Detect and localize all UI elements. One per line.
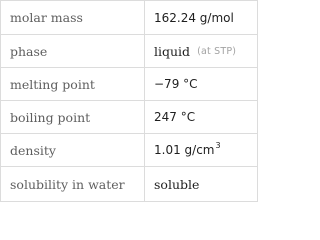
table-row: [1, 1, 257, 34]
property-value: [144, 35, 257, 67]
value-text: soluble: [154, 176, 200, 192]
value-text: liquid: [154, 43, 191, 59]
property-value: [144, 1, 257, 34]
table-row: [1, 34, 257, 67]
table-row: [1, 133, 257, 166]
property-value: [144, 101, 257, 133]
property-label: density: [10, 142, 56, 158]
value-text: 1.01 g/cm: [154, 143, 215, 157]
property-value: [144, 68, 257, 100]
table-row: [1, 166, 257, 201]
property-value: [144, 167, 257, 201]
value-superscript: 3: [215, 140, 221, 150]
table-row: [1, 67, 257, 100]
property-value: [144, 134, 257, 166]
value-text: −79 °C: [154, 77, 198, 91]
property-label: solubility in water: [10, 176, 125, 192]
value-qualifier: (at STP): [197, 45, 237, 57]
property-label: boiling point: [10, 109, 91, 125]
value-text: 247 °C: [154, 110, 196, 124]
property-label: molar mass: [10, 10, 83, 25]
property-label: melting point: [10, 76, 95, 92]
property-label: phase: [10, 43, 48, 59]
table-row: [1, 100, 257, 133]
value-text: 162.24 g/mol: [154, 10, 234, 25]
